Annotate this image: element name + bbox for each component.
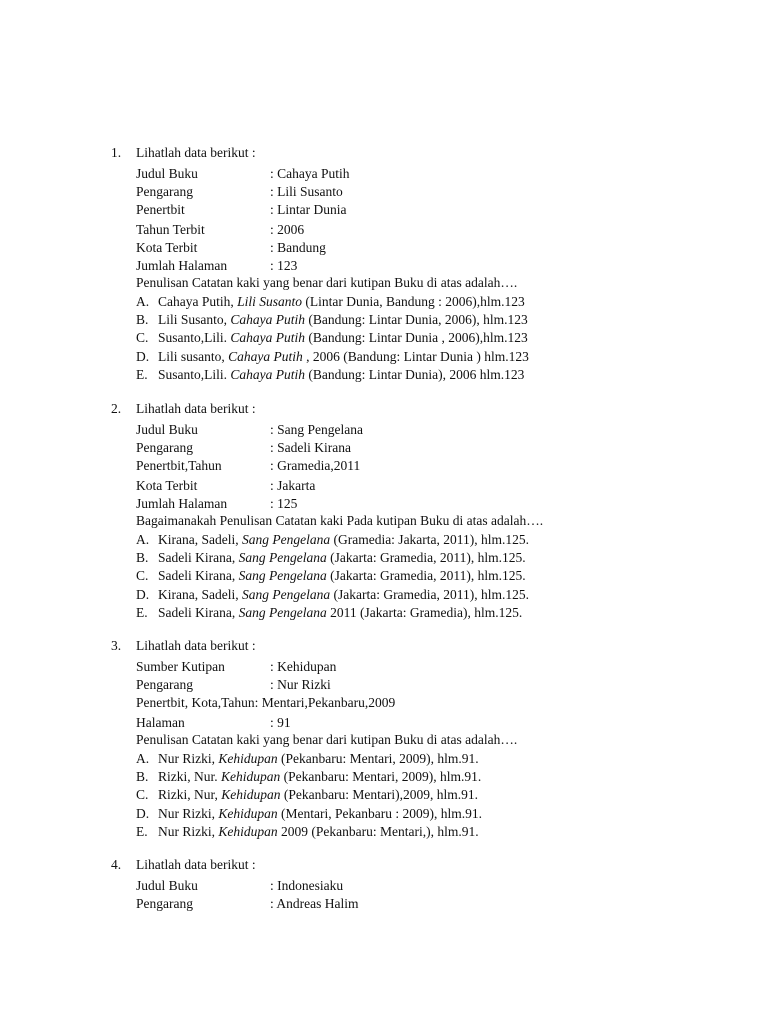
data-value: : Lili Susanto bbox=[270, 184, 343, 200]
data-label: Penertbit,Tahun bbox=[136, 458, 222, 474]
data-label: Pengarang bbox=[136, 677, 193, 693]
option-text: Nur Rizki, Kehidupan 2009 (Pekanbaru: Mentari,), hlm.91. bbox=[158, 823, 479, 839]
option-letter: A. bbox=[136, 294, 150, 309]
question-number: 2. bbox=[111, 401, 122, 416]
data-label: Penertbit, Kota,Tahun: Mentari,Pekanbaru,2009 bbox=[136, 695, 396, 711]
option-text: Rizki, Nur. Kehidupan (Pekanbaru: Mentari, 2009), hlm.91. bbox=[158, 769, 482, 785]
option-text: Lili Susanto, Cahaya Putih (Bandung: Lintar Dunia, 2006), hlm.123 bbox=[158, 312, 528, 328]
data-label: Pengarang bbox=[136, 440, 193, 456]
data-label: Penertbit bbox=[136, 202, 185, 218]
option-letter: E. bbox=[136, 604, 148, 620]
option-text: Lili susanto, Cahaya Putih , 2006 (Bandung: Lintar Dunia ) hlm.123 bbox=[158, 348, 529, 364]
question-prompt: Penulisan Catatan kaki yang benar dari kutipan Buku di atas adalah…. bbox=[136, 275, 518, 290]
data-value: : 91 bbox=[270, 714, 291, 730]
option-text: Sadeli Kirana, Sang Pengelana (Jakarta: Gramedia, 2011), hlm.125. bbox=[158, 550, 526, 566]
option-letter: D. bbox=[136, 348, 150, 364]
data-value: : Andreas Halim bbox=[270, 896, 359, 912]
option-letter: A. bbox=[136, 751, 150, 766]
data-label: Kota Terbit bbox=[136, 239, 198, 255]
data-label: Pengarang bbox=[136, 896, 193, 912]
option-letter: D. bbox=[136, 586, 150, 602]
option-letter: E. bbox=[136, 366, 148, 382]
data-value: : Sang Pengelana bbox=[270, 422, 363, 437]
data-value: : 2006 bbox=[270, 221, 305, 237]
option-text: Cahaya Putih, Lili Susanto (Lintar Dunia, Bandung : 2006),hlm.123 bbox=[158, 294, 525, 309]
option-text: Kirana, Sadeli, Sang Pengelana (Gramedia: Jakarta, 2011), hlm.125. bbox=[158, 532, 530, 547]
question-heading: Lihatlah data berikut : bbox=[136, 145, 256, 160]
question-number: 1. bbox=[111, 145, 122, 160]
question-prompt: Bagaimanakah Penulisan Catatan kaki Pada kutipan Buku di atas adalah…. bbox=[136, 513, 544, 528]
option-letter: C. bbox=[136, 330, 149, 346]
question-heading: Lihatlah data berikut : bbox=[136, 401, 256, 416]
data-value: : Lintar Dunia bbox=[270, 202, 347, 218]
data-label: Kota Terbit bbox=[136, 477, 198, 493]
data-value: : Gramedia,2011 bbox=[270, 458, 361, 474]
data-label: Jumlah Halaman bbox=[136, 495, 228, 511]
option-text: Susanto,Lili. Cahaya Putih (Bandung: Lintar Dunia), 2006 hlm.123 bbox=[158, 366, 525, 382]
option-text: Nur Rizki, Kehidupan (Pekanbaru: Mentari, 2009), hlm.91. bbox=[158, 751, 479, 766]
question-heading: Lihatlah data berikut : bbox=[136, 857, 256, 872]
option-letter: B. bbox=[136, 769, 149, 785]
option-letter: A. bbox=[136, 532, 150, 547]
data-label: Jumlah Halaman bbox=[136, 257, 228, 273]
data-label: Judul Buku bbox=[136, 878, 198, 893]
question-number: 4. bbox=[111, 857, 122, 872]
option-text: Sadeli Kirana, Sang Pengelana 2011 (Jakarta: Gramedia), hlm.125. bbox=[158, 604, 523, 620]
data-value: : Nur Rizki bbox=[270, 677, 331, 693]
data-label: Judul Buku bbox=[136, 166, 198, 181]
data-value: : Bandung bbox=[270, 239, 326, 255]
data-value: : 123 bbox=[270, 257, 298, 273]
data-label: Pengarang bbox=[136, 184, 193, 200]
data-value: : Kehidupan bbox=[270, 659, 337, 674]
data-value: : Sadeli Kirana bbox=[270, 440, 351, 456]
option-letter: B. bbox=[136, 312, 149, 328]
question-prompt: Penulisan Catatan kaki yang benar dari kutipan Buku di atas adalah…. bbox=[136, 732, 518, 747]
data-value: : Jakarta bbox=[270, 477, 316, 493]
option-text: Nur Rizki, Kehidupan (Mentari, Pekanbaru : 2009), hlm.91. bbox=[158, 805, 482, 821]
data-label: Halaman bbox=[136, 714, 185, 730]
option-letter: C. bbox=[136, 568, 149, 584]
option-letter: E. bbox=[136, 823, 148, 839]
option-text: Susanto,Lili. Cahaya Putih (Bandung: Lintar Dunia , 2006),hlm.123 bbox=[158, 330, 528, 346]
data-label: Sumber Kutipan bbox=[136, 659, 225, 674]
data-label: Judul Buku bbox=[136, 422, 198, 437]
option-letter: B. bbox=[136, 550, 149, 566]
option-text: Kirana, Sadeli, Sang Pengelana (Jakarta: Gramedia, 2011), hlm.125. bbox=[158, 586, 530, 602]
option-letter: D. bbox=[136, 805, 150, 821]
question-number: 3. bbox=[111, 638, 122, 653]
option-letter: C. bbox=[136, 787, 149, 803]
option-text: Sadeli Kirana, Sang Pengelana (Jakarta: Gramedia, 2011), hlm.125. bbox=[158, 568, 526, 584]
data-value: : 125 bbox=[270, 495, 298, 511]
option-text: Rizki, Nur, Kehidupan (Pekanbaru: Mentari),2009, hlm.91. bbox=[158, 787, 479, 803]
data-value: : Indonesiaku bbox=[270, 878, 344, 893]
data-value: : Cahaya Putih bbox=[270, 166, 350, 181]
data-label: Tahun Terbit bbox=[136, 221, 205, 237]
question-heading: Lihatlah data berikut : bbox=[136, 638, 256, 653]
